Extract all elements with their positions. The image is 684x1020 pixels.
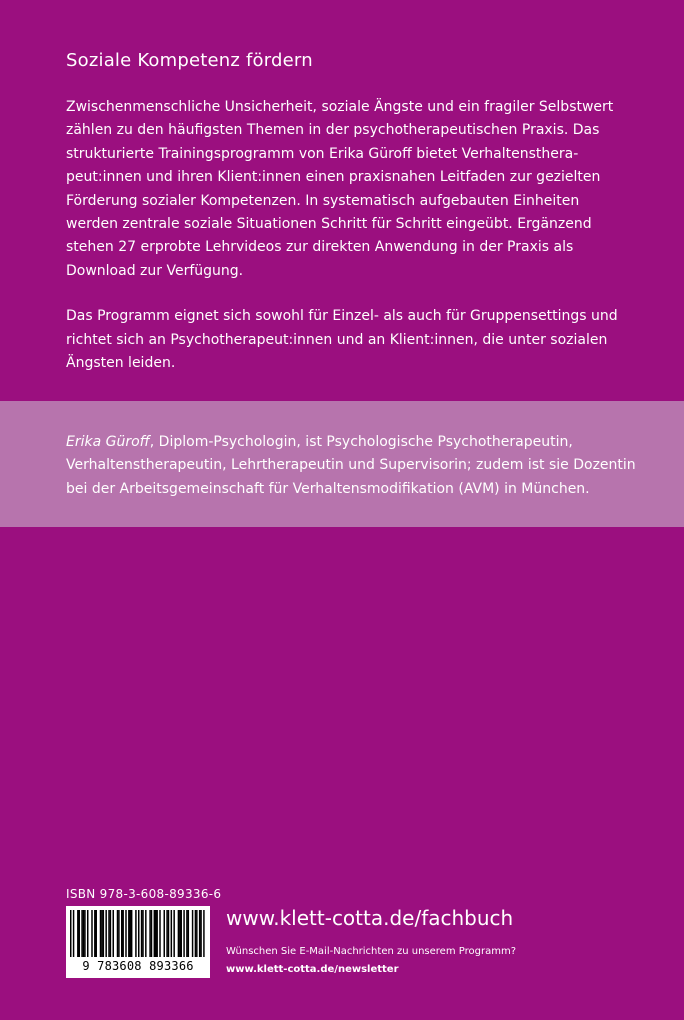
barcode-bar xyxy=(149,910,150,960)
barcode-bar xyxy=(164,910,165,960)
barcode-bar xyxy=(70,910,71,960)
barcode-bar xyxy=(171,910,172,960)
barcode-bar xyxy=(101,910,102,960)
barcode-bar xyxy=(130,910,131,960)
barcode-bar xyxy=(168,910,169,960)
blurb-paragraph-1: Zwischenmenschliche Unsicherheit, soziale Ängste und ein fragiler Selbstwert zählen zu den häufigsten Themen in der psychotherapeutischen Praxis. Das strukturierte Trainingsprogramm von Erika Güroff bietet Verhaltenstherapeut:innen und ihren Klient:innen einen praxisnahen Leitfaden zur gezielten Förderung sozialer Kompetenzen. In systematisch aufgebauten Einheiten werden zentrale soziale Situationen Schritt für Schritt eingeübt. Ergänzend stehen 27 erprobte Lehrvideos zur direkten Anwendung in der Praxis als Download zur Verfügung. xyxy=(66,99,614,279)
barcode xyxy=(66,906,210,978)
barcode-bar xyxy=(141,910,142,960)
author-bio-text: , Diplom-Psychologin, ist Psychologische Psychotherapeutin, Verhaltenstherapeutin, Lehrtherapeutin und Supervisorin; zudem ist sie Dozentin bei der Arbeitsgemeinschaft für Verhaltensmodifikation (AVM) in München. xyxy=(66,434,636,497)
barcode-bar xyxy=(186,910,187,960)
barcode-bar xyxy=(203,910,204,960)
barcode-bar xyxy=(117,910,118,960)
barcode-bar xyxy=(105,910,106,960)
barcode-bar xyxy=(125,910,126,960)
barcode-bar xyxy=(87,910,88,960)
barcode-bar xyxy=(199,910,200,960)
barcode-bar xyxy=(100,910,101,960)
barcode-bar xyxy=(142,910,143,960)
blurb xyxy=(66,96,626,375)
barcode-bar xyxy=(178,910,179,960)
publisher-url[interactable]: www.klett-cotta.de/fachbuch xyxy=(226,906,514,930)
barcode-bar xyxy=(131,910,132,960)
newsletter-question: Wünschen Sie E-Mail-Nachrichten zu unserem Programm? xyxy=(226,946,516,957)
barcode-bar xyxy=(81,910,82,960)
barcode-bar xyxy=(135,910,136,960)
barcode-bar xyxy=(121,910,122,960)
author-band xyxy=(0,401,684,527)
book-title: Soziale Kompetenz fördern xyxy=(66,50,313,71)
barcode-bar xyxy=(138,910,139,960)
barcode-bar xyxy=(91,910,92,960)
barcode-bar xyxy=(113,910,114,960)
author-name: Erika Güroff xyxy=(66,434,150,450)
barcode-bar xyxy=(77,910,78,960)
barcode-bar xyxy=(156,910,157,960)
barcode-bar xyxy=(79,910,80,960)
barcode-bar xyxy=(108,910,109,960)
barcode-bar xyxy=(192,910,193,960)
barcode-bar xyxy=(118,910,119,960)
blurb-paragraph-2: Das Programm eignet sich sowohl für Einzel- als auch für Gruppensettings und richtet sich an Psychotherapeut:innen und an Klient:innen, die unter sozialen Ängsten leiden. xyxy=(66,308,618,372)
barcode-bar xyxy=(159,910,160,960)
barcode-bar xyxy=(195,910,196,960)
isbn: ISBN 978-3-608-89336-6 xyxy=(66,887,222,901)
newsletter-url[interactable]: www.klett-cotta.de/newsletter xyxy=(226,964,399,975)
barcode-bar xyxy=(179,910,180,960)
barcode-bar xyxy=(103,910,104,960)
barcode-bar xyxy=(128,910,129,960)
barcode-bar xyxy=(84,910,85,960)
barcode-bar xyxy=(155,910,156,960)
barcode-bars xyxy=(70,910,206,960)
barcode-bar xyxy=(188,910,189,960)
barcode-bar xyxy=(200,910,201,960)
barcode-bar xyxy=(110,910,111,960)
barcode-bar xyxy=(145,910,146,960)
barcode-bar xyxy=(196,910,197,960)
barcode-bar xyxy=(94,910,95,960)
barcode-bar xyxy=(173,910,174,960)
barcode-bar xyxy=(183,910,184,960)
barcode-bar xyxy=(122,910,123,960)
barcode-bar xyxy=(83,910,84,960)
barcode-bar xyxy=(151,910,152,960)
barcode-bar xyxy=(166,910,167,960)
barcode-bar xyxy=(73,910,74,960)
barcode-bar xyxy=(181,910,182,960)
barcode-bar xyxy=(96,910,97,960)
barcode-digits: 9 783608 893366 xyxy=(66,957,210,976)
author-bio xyxy=(66,431,636,501)
barcode-bar xyxy=(154,910,155,960)
